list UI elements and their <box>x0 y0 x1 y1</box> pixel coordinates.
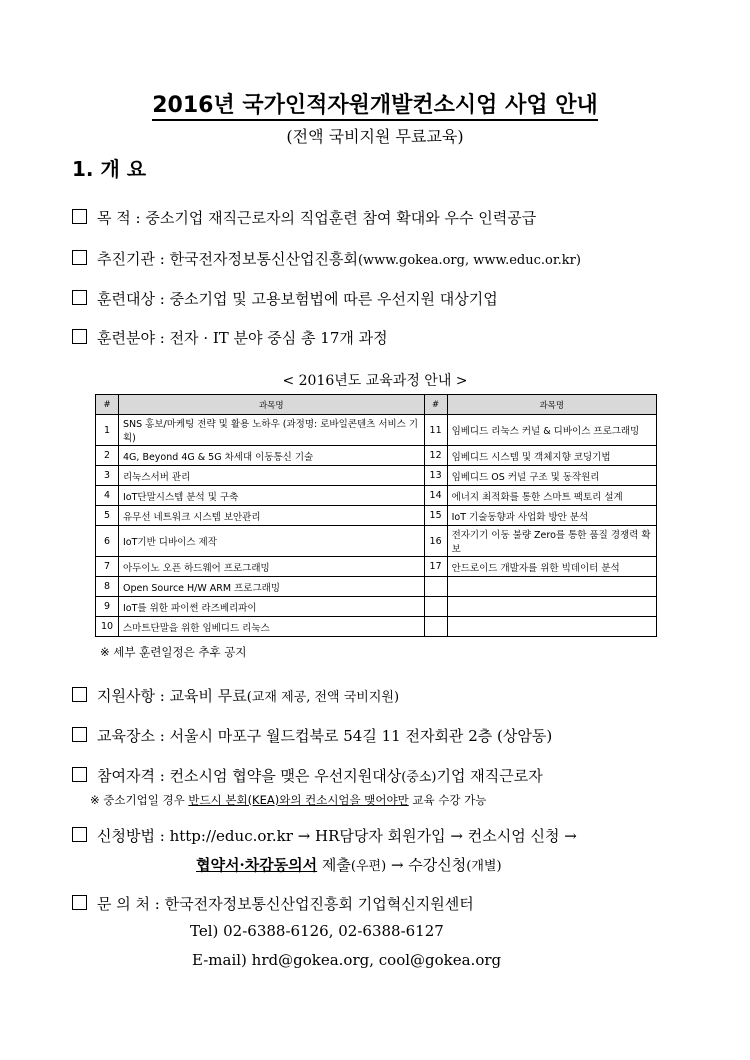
overview-organizer: 추진기관 : 한국전자정보통신산업진흥회(www.gokea.org, www.educ.or.kr) <box>72 248 581 269</box>
course-table <box>95 394 657 637</box>
table-row <box>96 617 657 637</box>
course-number <box>424 577 447 597</box>
checkbox-icon <box>72 209 87 224</box>
checkbox-icon <box>72 767 87 782</box>
header-num: # <box>424 395 447 415</box>
course-name: 안드로이드 개발자를 위한 빅데이터 분석 <box>447 557 656 577</box>
application-method: 신청방법 : http://educ.or.kr → HR담당자 회원가입 → 컨소시엄 신청 → <box>72 825 577 846</box>
header-course: 과목명 <box>447 395 656 415</box>
section-heading: 1. 개 요 <box>72 157 147 181</box>
checkbox-icon <box>72 827 87 842</box>
overview-field: 훈련분야 : 전자 · IT 분야 중심 총 17개 과정 <box>72 327 388 348</box>
document-subtitle: (전액 국비지원 무료교육) <box>286 127 464 146</box>
course-name: IoT를 위한 파이썬 라즈베리파이 <box>119 597 425 617</box>
course-number: 8 <box>96 577 119 597</box>
course-name: 유무선 네트워크 시스템 보안관리 <box>119 506 425 526</box>
course-number: 5 <box>96 506 119 526</box>
table-row <box>96 506 657 526</box>
overview-purpose: 목 적 : 중소기업 재직근로자의 직업훈련 참여 확대와 우수 인력공급 <box>72 207 536 228</box>
course-name: 임베디드 시스템 및 객체지향 코딩기법 <box>447 446 656 466</box>
course-number: 3 <box>96 466 119 486</box>
course-number <box>424 617 447 637</box>
checkbox-icon <box>72 329 87 344</box>
course-number: 11 <box>424 415 447 446</box>
table-footnote: ※ 세부 훈련일정은 추후 공지 <box>100 645 247 659</box>
course-number: 15 <box>424 506 447 526</box>
header-course: 과목명 <box>119 395 425 415</box>
course-number: 1 <box>96 415 119 446</box>
contact-tel: Tel) 02-6388-6126, 02-6388-6127 <box>190 922 444 940</box>
course-number: 6 <box>96 526 119 557</box>
course-name <box>447 577 656 597</box>
table-row <box>96 446 657 466</box>
course-number: 12 <box>424 446 447 466</box>
course-name: 리눅스서버 관리 <box>119 466 425 486</box>
course-number: 4 <box>96 486 119 506</box>
course-name: IoT기반 디바이스 제작 <box>119 526 425 557</box>
venue-info: 교육장소 : 서울시 마포구 월드컵북로 54길 11 전자회관 2층 (상암동) <box>72 725 552 746</box>
support-info: 지원사항 : 교육비 무료(교재 제공, 전액 국비지원) <box>72 685 399 706</box>
course-number: 14 <box>424 486 447 506</box>
course-name: 임베디드 리눅스 커널 & 디바이스 프로그래밍 <box>447 415 656 446</box>
course-name: 아두이노 오픈 하드웨어 프로그래밍 <box>119 557 425 577</box>
document-title: 2016년 국가인적자원개발컨소시엄 사업 안내 <box>0 88 750 119</box>
course-name: 전자기기 이동 불량 Zero를 통한 품질 경쟁력 확보 <box>447 526 656 557</box>
course-number: 10 <box>96 617 119 637</box>
overview-target: 훈련대상 : 중소기업 및 고용보험법에 따른 우선지원 대상기업 <box>72 288 498 309</box>
table-row <box>96 577 657 597</box>
course-number: 17 <box>424 557 447 577</box>
header-num: # <box>96 395 119 415</box>
course-number: 9 <box>96 597 119 617</box>
course-number <box>424 597 447 617</box>
course-name: 스마트단말을 위한 임베디드 리눅스 <box>119 617 425 637</box>
table-row <box>96 557 657 577</box>
course-name <box>447 597 656 617</box>
course-number: 7 <box>96 557 119 577</box>
course-number: 2 <box>96 446 119 466</box>
table-row <box>96 466 657 486</box>
course-name: 4G, Beyond 4G & 5G 차세대 이동통신 기술 <box>119 446 425 466</box>
table-caption: < 2016년도 교육과정 안내 > <box>282 373 468 389</box>
course-name: Open Source H/W ARM 프로그래밍 <box>119 577 425 597</box>
course-name: 에너지 최적화를 통한 스마트 팩토리 설계 <box>447 486 656 506</box>
course-name: SNS 홍보/마케팅 전략 및 활용 노하우 (과정명: 로바일콘텐츠 서비스 기획) <box>119 415 425 446</box>
application-method-line2: 협약서·차감동의서 제출(우편) → 수강신청(개별) <box>196 856 502 874</box>
eligibility-note: ※ 중소기업일 경우 반드시 본회(KEA)와의 컨소시엄을 맺어야만 교육 수강 가능 <box>90 793 487 807</box>
checkbox-icon <box>72 895 87 910</box>
checkbox-icon <box>72 290 87 305</box>
table-row <box>96 597 657 617</box>
course-name <box>447 617 656 637</box>
table-row <box>96 486 657 506</box>
checkbox-icon <box>72 687 87 702</box>
checkbox-icon <box>72 727 87 742</box>
contact-info: 문 의 처 : 한국전자정보통신산업진흥회 기업혁신지원센터 <box>72 893 474 914</box>
course-number: 13 <box>424 466 447 486</box>
course-number: 16 <box>424 526 447 557</box>
table-row <box>96 526 657 557</box>
course-name: IoT 기술동향과 사업화 방안 분석 <box>447 506 656 526</box>
table-header-row <box>96 395 657 415</box>
course-name: IoT단말시스템 분석 및 구축 <box>119 486 425 506</box>
table-row <box>96 415 657 446</box>
checkbox-icon <box>72 250 87 265</box>
eligibility-info: 참여자격 : 컨소시엄 협약을 맺은 우선지원대상(중소)기업 재직근로자 <box>72 765 543 786</box>
course-name: 임베디드 OS 커널 구조 및 동작원리 <box>447 466 656 486</box>
contact-email: E-mail) hrd@gokea.org, cool@gokea.org <box>192 951 502 969</box>
